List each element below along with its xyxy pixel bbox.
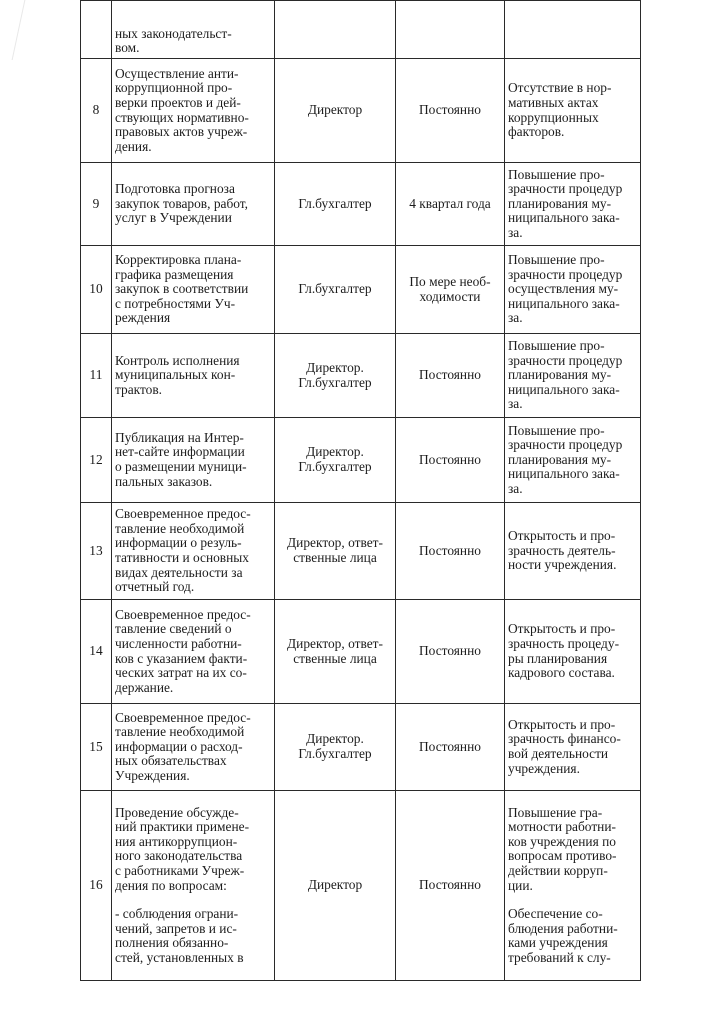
spacer xyxy=(115,893,271,907)
responsible-cell: Директор. Гл.бухгалтер xyxy=(275,334,396,418)
action-cell xyxy=(112,791,275,981)
term-cell: Постоянно xyxy=(396,334,505,418)
action-cell: Публикация на Интер- нет-сайте информации о размещении муници- пальных заказов. xyxy=(112,418,275,503)
table-row xyxy=(81,704,641,791)
responsible-cell: Гл.бухгалтер xyxy=(275,246,396,334)
action-cell: Подготовка прогноза закупок товаров, работ, услуг в Учреждении xyxy=(112,163,275,246)
row-number: 12 xyxy=(81,418,112,503)
responsible-cell: Директор, ответ- ственные лица xyxy=(275,600,396,704)
table-row xyxy=(81,503,641,600)
row-number: 15 xyxy=(81,704,112,791)
term-cell: Постоянно xyxy=(396,704,505,791)
term-cell: Постоянно xyxy=(396,59,505,163)
row-number: 10 xyxy=(81,246,112,334)
table-row xyxy=(81,791,641,981)
table-row xyxy=(81,1,641,59)
action-cell: ных законодательст- вом. xyxy=(112,1,275,59)
action-subitem: - соблюдения ограни- чений, запретов и ис- полнения обязанно- стей, установленных в xyxy=(115,906,244,965)
action-cell: Осуществление анти- коррупционной про- верки проектов и дей- ствующих нормативно- правовых актов учреж- дения. xyxy=(112,59,275,163)
spacer xyxy=(508,893,637,907)
action-cell: Контроль исполнения муниципальных кон- трактов. xyxy=(112,334,275,418)
term-cell: Постоянно xyxy=(396,503,505,600)
row-number xyxy=(81,1,112,59)
term-cell: По мере необ- ходимости xyxy=(396,246,505,334)
action-cell: Корректировка плана- графика размещения закупок в соответствии с потребностями Уч- реждения xyxy=(112,246,275,334)
responsible-cell xyxy=(275,1,396,59)
result-cell: Открытость и про- зрачность деятель- ности учреждения. xyxy=(505,503,641,600)
term-cell: Постоянно xyxy=(396,418,505,503)
row-number: 16 xyxy=(81,791,112,981)
result-subitem: Обеспечение со- блюдения работни- ками учреждения требований к слу- xyxy=(508,906,618,965)
result-cell xyxy=(505,791,641,981)
row-number: 14 xyxy=(81,600,112,704)
row-number: 11 xyxy=(81,334,112,418)
action-cell: Своевременное предос- тавление необходимой информации о резуль- тативности и основных видах деятельности за отчетный год. xyxy=(112,503,275,600)
row-number: 9 xyxy=(81,163,112,246)
responsible-cell: Директор, ответ- ственные лица xyxy=(275,503,396,600)
term-cell xyxy=(396,1,505,59)
result-cell: Повышение про- зрачности процедур планирования му- ниципального зака- за. xyxy=(505,163,641,246)
result-cell: Повышение про- зрачности процедур планирования му- ниципального зака- за. xyxy=(505,418,641,503)
responsible-cell: Директор xyxy=(275,59,396,163)
result-cell: Открытость и про- зрачность процеду- ры планирования кадрового состава. xyxy=(505,600,641,704)
result-cell: Повышение про- зрачности процедур осуществления му- ниципального зака- за. xyxy=(505,246,641,334)
table-row xyxy=(81,59,641,163)
action-cell: Своевременное предос- тавление необходимой информации о расход- ных обязательствах Учреждения. xyxy=(112,704,275,791)
row-number: 13 xyxy=(81,503,112,600)
table-row xyxy=(81,334,641,418)
table-row xyxy=(81,246,641,334)
result-cell: Открытость и про- зрачность финансо- вой деятельности учреждения. xyxy=(505,704,641,791)
row-number: 8 xyxy=(81,59,112,163)
table-row xyxy=(81,600,641,704)
result-cell xyxy=(505,1,641,59)
table-row xyxy=(81,418,641,503)
responsible-cell: Директор. Гл.бухгалтер xyxy=(275,704,396,791)
action-cell: Своевременное предос- тавление сведений о численности работни- ков с указанием факти- ческих затрат на их со- держание. xyxy=(112,600,275,704)
result-cell: Повышение про- зрачности процедур планирования му- ниципального зака- за. xyxy=(505,334,641,418)
term-cell: 4 квартал года xyxy=(396,163,505,246)
responsible-cell: Директор xyxy=(275,791,396,981)
anticorruption-plan-table xyxy=(80,0,641,981)
scan-edge-shadow xyxy=(0,0,25,60)
result-text: Повышение грa- мотности работни- ков учреждения по вопросам противо- действии корруп- ции. xyxy=(508,804,617,893)
table-row xyxy=(81,163,641,246)
term-cell: Постоянно xyxy=(396,600,505,704)
term-cell: Постоянно xyxy=(396,791,505,981)
result-cell: Отсутствие в нор- мативных актах коррупционных факторов. xyxy=(505,59,641,163)
responsible-cell: Директор. Гл.бухгалтер xyxy=(275,418,396,503)
responsible-cell: Гл.бухгалтер xyxy=(275,163,396,246)
action-text: Проведение обсужде- ний практики примене- ния антикоррупцион- ного законодательства с работниками Учреж- дения по вопросам: xyxy=(115,804,250,893)
